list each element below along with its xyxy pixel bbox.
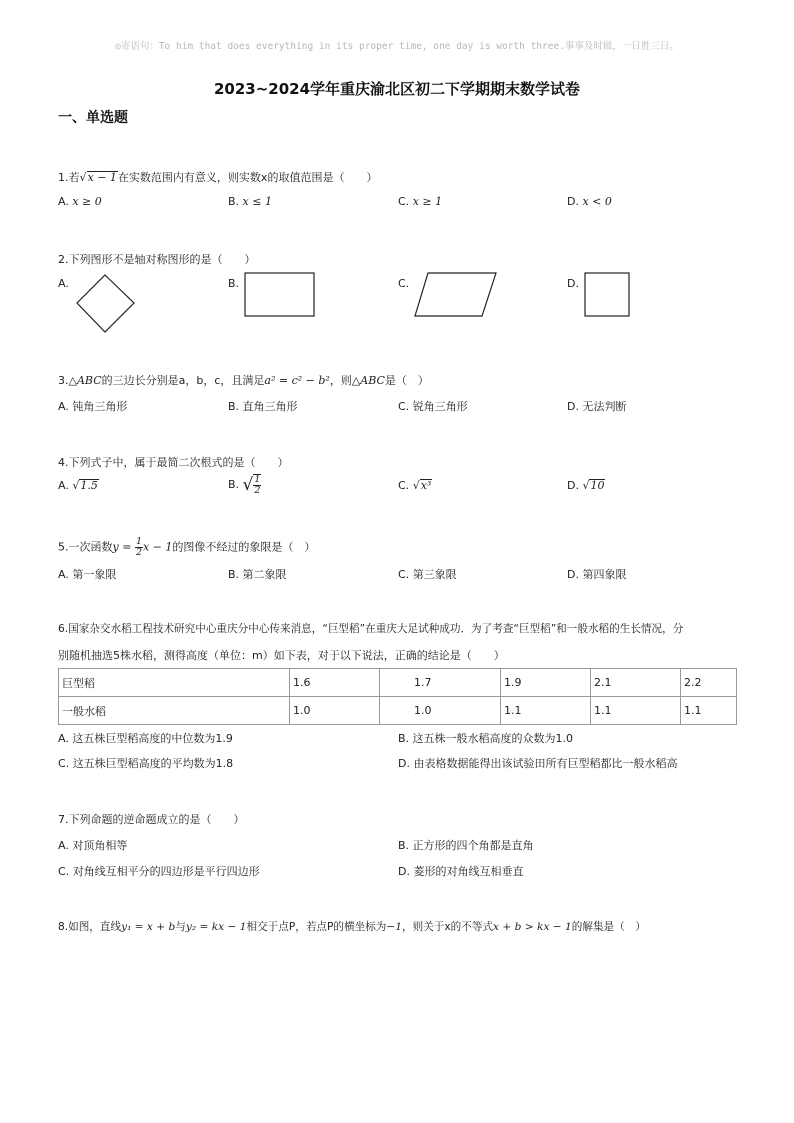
option-text: 钝角三角形: [72, 400, 128, 413]
option-text: 对顶角相等: [72, 839, 128, 852]
q8-line-2-equation: y₂ = kx − 1: [185, 921, 247, 933]
option-text: 第二象限: [242, 568, 287, 581]
q8-text: ，则关于x的不等式: [402, 921, 494, 933]
option-text: 这五株一般水稻高度的众数为1.0: [412, 732, 574, 745]
option-text: x ≤ 1: [242, 195, 272, 208]
table-row: [59, 669, 737, 697]
q8-text: 与: [175, 921, 186, 933]
option-fraction: [253, 474, 261, 496]
question-7: 7.下列命题的逆命题成立的是（ ）: [58, 813, 245, 826]
triangle-abc: △ABC: [68, 374, 102, 387]
diamond-shape[interactable]: [75, 273, 137, 335]
q7-option-c[interactable]: [58, 863, 260, 879]
table-cell: 2.2: [681, 669, 737, 697]
option-label: B.: [398, 839, 410, 852]
option-text: 第三象限: [412, 568, 457, 581]
option-radicand: 1.5: [80, 479, 98, 492]
option-label: A.: [58, 195, 69, 208]
q3-text: ，则: [329, 374, 352, 387]
q1-suffix: 在实数范围内有意义，则实数x的取值范围是（ ）: [117, 171, 378, 184]
q6-option-d[interactable]: [398, 755, 677, 771]
height-table: [58, 668, 737, 725]
sqrt-symbol: √: [242, 475, 254, 495]
fraction-numerator: 1: [135, 536, 142, 547]
sqrt-symbol: √: [79, 171, 87, 184]
table-cell: 一般水稻: [59, 697, 290, 725]
option-radicand: 10: [590, 479, 605, 492]
question-5: [58, 537, 315, 558]
q3-equation: a² = c² − b²: [264, 374, 330, 387]
page-title: 2023~2024学年重庆渝北区初二下学期期末数学试卷: [213, 80, 581, 98]
option-label: C.: [58, 865, 70, 878]
q3-option-a[interactable]: [58, 398, 127, 414]
option-text: 第一象限: [72, 568, 117, 581]
option-label: C.: [398, 195, 410, 208]
q6-option-b[interactable]: [398, 730, 573, 746]
sqrt-symbol: √: [72, 479, 80, 492]
square-shape[interactable]: [584, 272, 631, 318]
question-1: [58, 169, 377, 185]
table-cell: 1.1: [501, 697, 591, 725]
q3-option-b[interactable]: [228, 398, 298, 414]
rectangle-shape[interactable]: [244, 272, 316, 318]
option-label: A.: [58, 839, 69, 852]
q1-prefix: 1.若: [58, 171, 80, 184]
q3-number: 3.: [58, 374, 69, 387]
q5-option-a[interactable]: [58, 566, 116, 582]
table-cell: 1.0: [290, 697, 380, 725]
q2-option-a-label[interactable]: A.: [58, 277, 69, 290]
option-text: x ≥ 1: [412, 195, 443, 208]
triangle-abc: △ABC: [351, 374, 385, 387]
q4-option-c[interactable]: [398, 479, 432, 492]
option-label: B.: [228, 195, 240, 208]
q5-option-b[interactable]: [228, 566, 287, 582]
option-label: D.: [398, 865, 410, 878]
q2-option-b-label[interactable]: B.: [228, 277, 240, 290]
option-label: A.: [58, 568, 69, 581]
option-label: D.: [567, 479, 579, 492]
table-cell: 1.7: [380, 669, 501, 697]
question-3: [58, 372, 429, 388]
q5-fraction: [135, 537, 143, 558]
q4-option-d[interactable]: [567, 479, 605, 492]
option-text: 第四象限: [582, 568, 627, 581]
option-text: x ≥ 0: [72, 195, 102, 208]
q8-inequality: x + b > kx − 1: [493, 921, 572, 933]
option-text: 由表格数据能得出该试验田所有巨型稻都比一般水稻高: [413, 757, 678, 770]
q8-text: 的解集是（ ）: [571, 921, 646, 933]
q6-option-a[interactable]: [58, 730, 233, 746]
option-text: 无法判断: [582, 400, 627, 413]
q8-line-1-equation: y₁ = x + b: [121, 921, 176, 933]
fraction-denominator: 2: [254, 485, 261, 496]
q5-prefix: 5.一次函数: [58, 540, 113, 554]
option-label: A.: [58, 400, 69, 413]
q5-lhs: y =: [112, 540, 132, 554]
q3-text: 的三边长分别是a，b，c，且满足: [101, 374, 265, 387]
table-cell: 1.9: [501, 669, 591, 697]
sqrt-symbol: √: [412, 479, 420, 492]
q7-option-a[interactable]: [58, 837, 127, 853]
fraction-denominator: 2: [135, 547, 142, 558]
option-label: C.: [398, 568, 410, 581]
q8-x-value: −1: [386, 921, 403, 933]
question-4: 4.下列式子中，属于最简二次根式的是（ ）: [58, 456, 289, 469]
q6-option-c[interactable]: [58, 755, 233, 771]
q8-text: 8.如图，直线: [58, 921, 122, 933]
motto-banner: ◎寄语句：To him that does everything in its proper time, one day is worth three.事事及时做，一日胜三日。: [115, 41, 679, 52]
q4-option-b[interactable]: [228, 474, 261, 496]
fraction-numerator: 1: [254, 474, 261, 485]
question-6-line-1: 6.国家杂交水稻工程技术研究中心重庆分中心传来消息，“巨型稻”在重庆大足试种成功．为了考查“巨型稻”和一般水稻的生长情况，分: [58, 623, 684, 635]
q1-option-c[interactable]: [398, 195, 442, 208]
table-cell: 1.0: [380, 697, 501, 725]
option-label: B.: [228, 400, 240, 413]
option-label: B.: [398, 732, 410, 745]
option-text: 这五株巨型稻高度的中位数为1.9: [72, 732, 233, 745]
option-text: 锐角三角形: [412, 400, 468, 413]
table-cell: 1.1: [591, 697, 681, 725]
q3-text: 是（ ）: [384, 374, 429, 387]
option-text: 对角线互相平分的四边形是平行四边形: [72, 865, 260, 878]
question-6-line-2: 别随机抽选5株水稻，测得高度（单位：m）如下表，对于以下说法，正确的结论是（ ）: [58, 649, 505, 662]
option-text: 菱形的对角线互相垂直: [413, 865, 524, 878]
q8-text: 相交于点P，若点P的横坐标为: [246, 921, 387, 933]
q1-option-a[interactable]: [58, 195, 102, 208]
q5-option-d[interactable]: [567, 566, 626, 582]
table-cell: 1.6: [290, 669, 380, 697]
option-text: 直角三角形: [242, 400, 298, 413]
q3-option-d[interactable]: [567, 398, 626, 414]
q1-option-d[interactable]: [567, 195, 612, 208]
q1-radicand: x − 1: [87, 171, 117, 184]
option-label: A.: [58, 732, 69, 745]
q2-option-d-label[interactable]: D.: [567, 277, 579, 290]
sqrt-symbol: √: [582, 479, 590, 492]
table-cell: 2.1: [591, 669, 681, 697]
q4-option-a[interactable]: [58, 479, 99, 492]
q5-rhs: x − 1: [142, 540, 173, 554]
q2-option-c-label[interactable]: C.: [398, 277, 410, 290]
option-label: B.: [228, 568, 240, 581]
q3-option-c[interactable]: [398, 398, 468, 414]
q7-option-d[interactable]: [398, 863, 523, 879]
option-label: C.: [398, 479, 410, 492]
q5-option-c[interactable]: [398, 566, 457, 582]
option-label: B.: [228, 478, 240, 491]
option-label: C.: [58, 757, 70, 770]
q1-option-b[interactable]: [228, 195, 272, 208]
table-cell: 1.1: [681, 697, 737, 725]
option-label: D.: [398, 757, 410, 770]
table-cell: 巨型稻: [59, 669, 290, 697]
option-label: A.: [58, 479, 69, 492]
q7-option-b[interactable]: [398, 837, 534, 853]
section-heading: 一、单选题: [58, 110, 128, 126]
option-label: D.: [567, 195, 579, 208]
option-radicand: x³: [420, 479, 432, 492]
option-label: C.: [398, 400, 410, 413]
option-text: 正方形的四个角都是直角: [412, 839, 534, 852]
parallelogram-shape[interactable]: [414, 272, 498, 318]
option-label: D.: [567, 568, 579, 581]
question-2: 2.下列图形不是轴对称图形的是（ ）: [58, 253, 256, 266]
option-text: x < 0: [582, 195, 612, 208]
option-label: D.: [567, 400, 579, 413]
question-8: [58, 919, 646, 934]
option-text: 这五株巨型稻高度的平均数为1.8: [72, 757, 234, 770]
q5-suffix: 的图像不经过的象限是（ ）: [172, 540, 316, 554]
table-row: [59, 697, 737, 725]
